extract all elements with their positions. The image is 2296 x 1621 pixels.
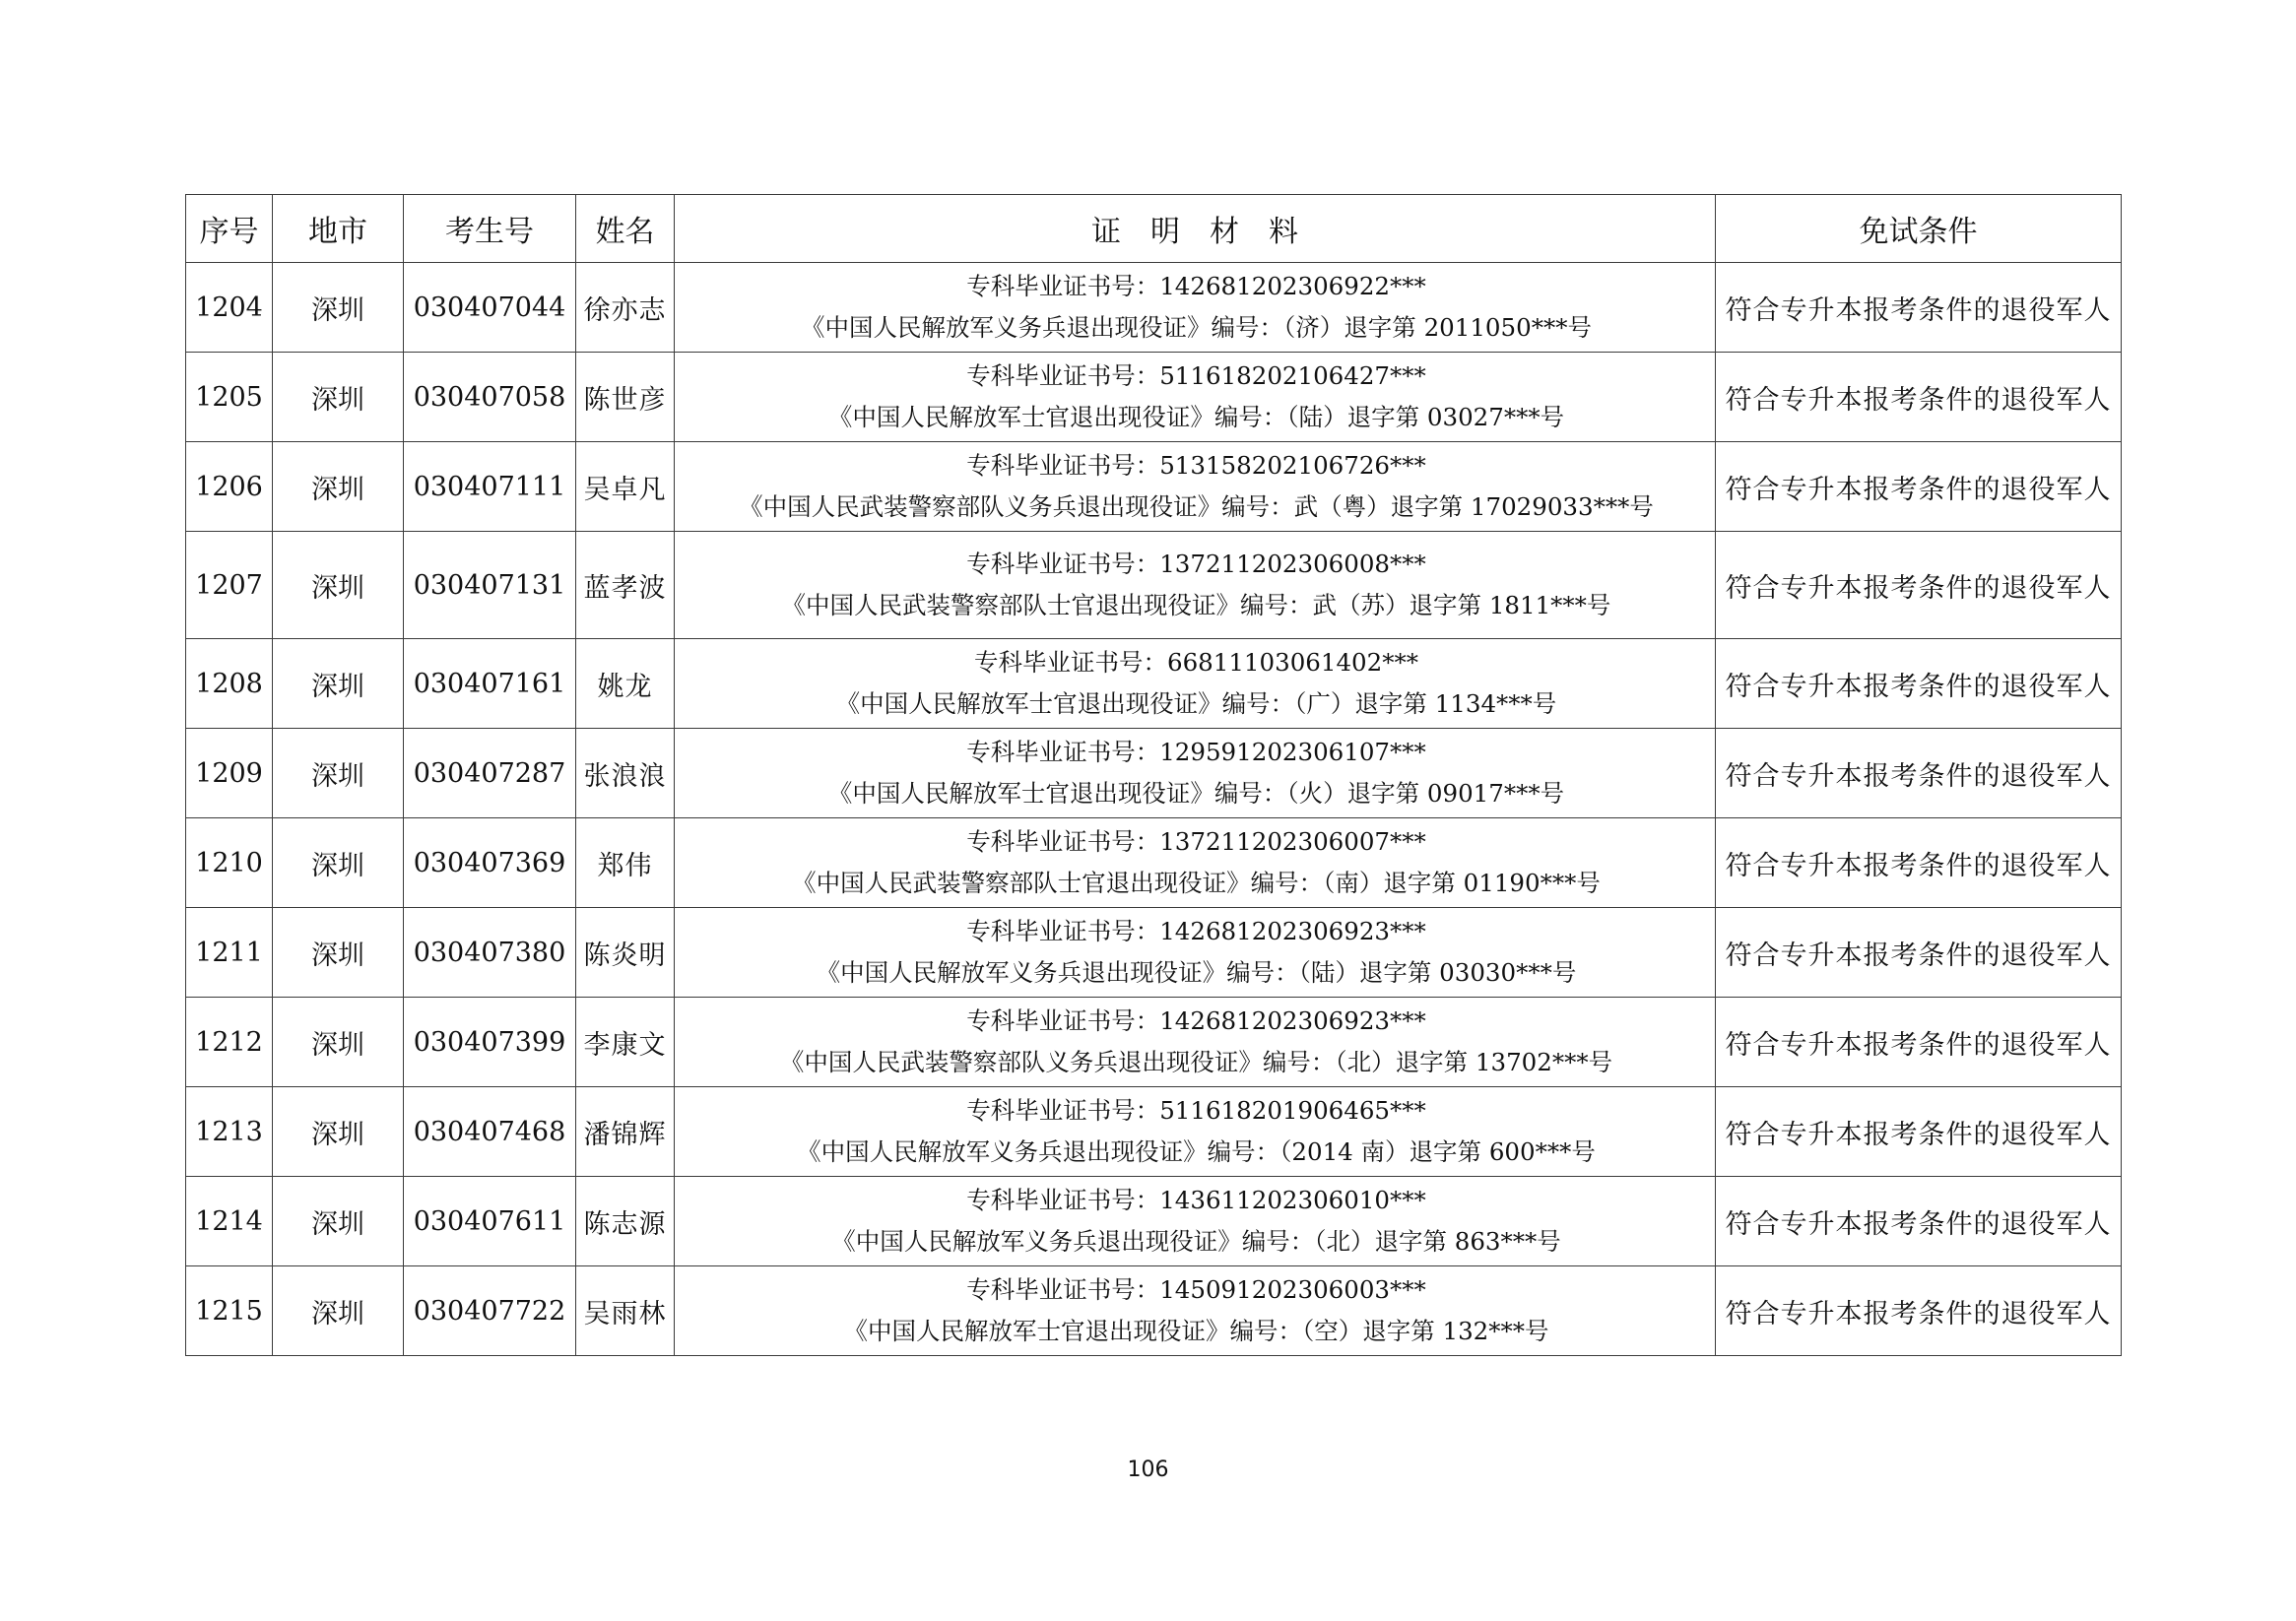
condition-cell: 符合专升本报考条件的退役军人 xyxy=(1716,1177,2122,1266)
city-cell: 深圳 xyxy=(273,1087,404,1177)
condition-cell: 符合专升本报考条件的退役军人 xyxy=(1716,908,2122,998)
condition-cell: 符合专升本报考条件的退役军人 xyxy=(1716,353,2122,442)
exam-no-cell: 030407369 xyxy=(404,818,576,908)
exam-no-cell: 030407468 xyxy=(404,1087,576,1177)
header-name: 姓名 xyxy=(576,195,675,263)
seq-cell: 1211 xyxy=(186,908,273,998)
city-cell: 深圳 xyxy=(273,908,404,998)
name-cell: 陈世彦 xyxy=(576,353,675,442)
table-row xyxy=(186,353,2122,442)
discharge-certificate: 《中国人民解放军士官退出现役证》编号：（火）退字第 09017***号 xyxy=(827,779,1565,808)
name-cell: 吴卓凡 xyxy=(576,442,675,532)
discharge-certificate: 《中国人民武装警察部队义务兵退出现役证》编号：武（粤）退字第 17029033***号 xyxy=(739,492,1654,521)
diploma-number: 专科毕业证书号：511618202106427*** xyxy=(966,361,1426,390)
city-cell: 深圳 xyxy=(273,639,404,729)
city-cell: 深圳 xyxy=(273,532,404,639)
diploma-number: 专科毕业证书号：137211202306007*** xyxy=(966,827,1426,856)
header-exam-no: 考生号 xyxy=(404,195,576,263)
proof-cell xyxy=(675,908,1716,998)
table-row xyxy=(186,818,2122,908)
diploma-number: 专科毕业证书号：137211202306008*** xyxy=(966,550,1426,578)
seq-cell: 1213 xyxy=(186,1087,273,1177)
page-number: 106 xyxy=(1127,1458,1169,1482)
city-cell: 深圳 xyxy=(273,263,404,353)
proof-cell xyxy=(675,353,1716,442)
name-cell: 张浪浪 xyxy=(576,729,675,818)
city-cell: 深圳 xyxy=(273,1266,404,1356)
diploma-number: 专科毕业证书号：142681202306922*** xyxy=(966,272,1426,300)
condition-cell: 符合专升本报考条件的退役军人 xyxy=(1716,729,2122,818)
name-cell: 潘锦辉 xyxy=(576,1087,675,1177)
city-cell: 深圳 xyxy=(273,442,404,532)
diploma-number: 专科毕业证书号：129591202306107*** xyxy=(966,738,1426,766)
discharge-certificate: 《中国人民武装警察部队士官退出现役证》编号：武（苏）退字第 1811***号 xyxy=(781,591,1611,619)
proof-cell xyxy=(675,639,1716,729)
condition-cell: 符合专升本报考条件的退役军人 xyxy=(1716,442,2122,532)
table-row xyxy=(186,1087,2122,1177)
table-row xyxy=(186,532,2122,639)
seq-cell: 1214 xyxy=(186,1177,273,1266)
seq-cell: 1206 xyxy=(186,442,273,532)
proof-cell xyxy=(675,729,1716,818)
proof-cell xyxy=(675,532,1716,639)
proof-cell xyxy=(675,1087,1716,1177)
name-cell: 郑伟 xyxy=(576,818,675,908)
header-proof: 证 明 材 料 xyxy=(675,195,1716,263)
discharge-certificate: 《中国人民解放军士官退出现役证》编号：（广）退字第 1134***号 xyxy=(835,689,1557,718)
discharge-certificate: 《中国人民解放军义务兵退出现役证》编号：（济）退字第 2011050***号 xyxy=(801,313,1592,342)
diploma-number: 专科毕业证书号：513158202106726*** xyxy=(966,451,1426,480)
exam-no-cell: 030407611 xyxy=(404,1177,576,1266)
city-cell: 深圳 xyxy=(273,353,404,442)
diploma-number: 专科毕业证书号：142681202306923*** xyxy=(966,917,1426,945)
seq-cell: 1215 xyxy=(186,1266,273,1356)
discharge-certificate: 《中国人民解放军义务兵退出现役证》编号：（北）退字第 863***号 xyxy=(831,1227,1561,1256)
condition-cell: 符合专升本报考条件的退役军人 xyxy=(1716,1266,2122,1356)
proof-cell xyxy=(675,1177,1716,1266)
name-cell: 陈志源 xyxy=(576,1177,675,1266)
condition-cell: 符合专升本报考条件的退役军人 xyxy=(1716,1087,2122,1177)
table-row xyxy=(186,729,2122,818)
diploma-number: 专科毕业证书号：142681202306923*** xyxy=(966,1006,1426,1035)
table-row xyxy=(186,263,2122,353)
condition-cell: 符合专升本报考条件的退役军人 xyxy=(1716,818,2122,908)
seq-cell: 1209 xyxy=(186,729,273,818)
name-cell: 吴雨林 xyxy=(576,1266,675,1356)
proof-cell xyxy=(675,998,1716,1087)
name-cell: 蓝孝波 xyxy=(576,532,675,639)
condition-cell: 符合专升本报考条件的退役军人 xyxy=(1716,998,2122,1087)
name-cell: 徐亦志 xyxy=(576,263,675,353)
table-row xyxy=(186,1177,2122,1266)
diploma-number: 专科毕业证书号：511618201906465*** xyxy=(966,1096,1426,1125)
discharge-certificate: 《中国人民武装警察部队义务兵退出现役证》编号：（北）退字第 13702***号 xyxy=(779,1048,1613,1076)
diploma-number: 专科毕业证书号：145091202306003*** xyxy=(966,1275,1426,1304)
diploma-number: 专科毕业证书号：66811103061402*** xyxy=(974,648,1418,677)
discharge-certificate: 《中国人民武装警察部队士官退出现役证》编号：（南）退字第 01190***号 xyxy=(792,869,1601,897)
exam-no-cell: 030407380 xyxy=(404,908,576,998)
header-seq: 序号 xyxy=(186,195,273,263)
city-cell: 深圳 xyxy=(273,998,404,1087)
header-condition: 免试条件 xyxy=(1716,195,2122,263)
name-cell: 陈炎明 xyxy=(576,908,675,998)
exam-no-cell: 030407161 xyxy=(404,639,576,729)
seq-cell: 1208 xyxy=(186,639,273,729)
header-row xyxy=(186,195,2122,263)
seq-cell: 1207 xyxy=(186,532,273,639)
name-cell: 李康文 xyxy=(576,998,675,1087)
city-cell: 深圳 xyxy=(273,1177,404,1266)
discharge-certificate: 《中国人民解放军士官退出现役证》编号：（空）退字第 132***号 xyxy=(843,1317,1549,1345)
proof-cell xyxy=(675,442,1716,532)
exam-no-cell: 030407111 xyxy=(404,442,576,532)
condition-cell: 符合专升本报考条件的退役军人 xyxy=(1716,263,2122,353)
table-row xyxy=(186,998,2122,1087)
table-row xyxy=(186,1266,2122,1356)
seq-cell: 1204 xyxy=(186,263,273,353)
discharge-certificate: 《中国人民解放军义务兵退出现役证》编号：（2014 南）退字第 600***号 xyxy=(797,1137,1596,1166)
name-cell: 姚龙 xyxy=(576,639,675,729)
header-city: 地市 xyxy=(273,195,404,263)
table-row xyxy=(186,908,2122,998)
proof-cell xyxy=(675,263,1716,353)
exam-no-cell: 030407044 xyxy=(404,263,576,353)
diploma-number: 专科毕业证书号：143611202306010*** xyxy=(966,1186,1426,1214)
exam-no-cell: 030407399 xyxy=(404,998,576,1087)
discharge-certificate: 《中国人民解放军士官退出现役证》编号：（陆）退字第 03027***号 xyxy=(827,403,1565,431)
table-row xyxy=(186,442,2122,532)
proof-cell xyxy=(675,1266,1716,1356)
condition-cell: 符合专升本报考条件的退役军人 xyxy=(1716,532,2122,639)
city-cell: 深圳 xyxy=(273,818,404,908)
exam-no-cell: 030407131 xyxy=(404,532,576,639)
exam-no-cell: 030407287 xyxy=(404,729,576,818)
proof-cell xyxy=(675,818,1716,908)
exam-no-cell: 030407722 xyxy=(404,1266,576,1356)
discharge-certificate: 《中国人民解放军义务兵退出现役证》编号：（陆）退字第 03030***号 xyxy=(816,958,1577,987)
seq-cell: 1212 xyxy=(186,998,273,1087)
exemption-table xyxy=(185,194,2122,1356)
table-row xyxy=(186,639,2122,729)
condition-cell: 符合专升本报考条件的退役军人 xyxy=(1716,639,2122,729)
exam-no-cell: 030407058 xyxy=(404,353,576,442)
city-cell: 深圳 xyxy=(273,729,404,818)
seq-cell: 1205 xyxy=(186,353,273,442)
seq-cell: 1210 xyxy=(186,818,273,908)
